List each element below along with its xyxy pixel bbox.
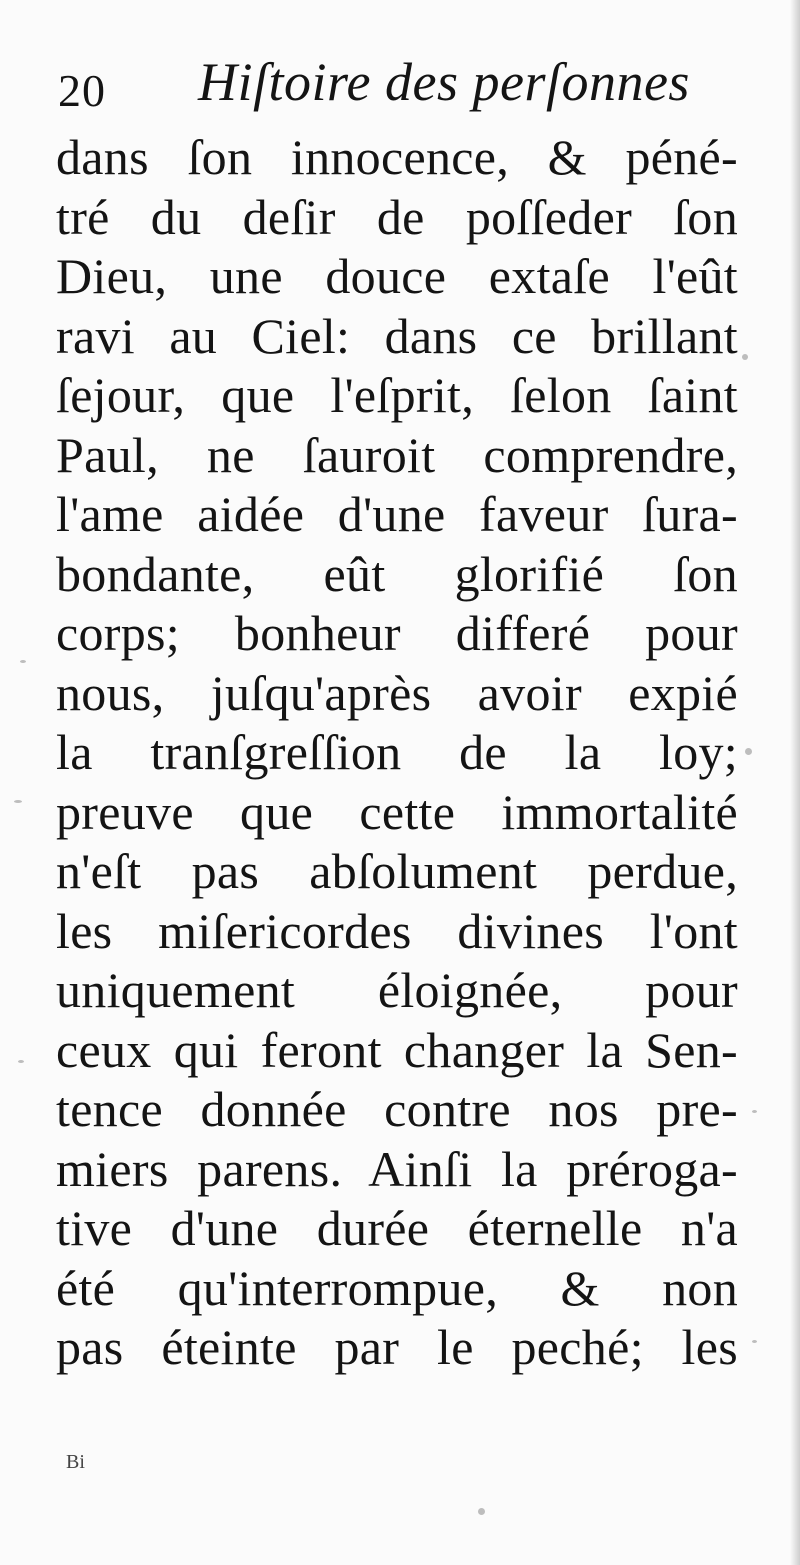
text-line: preuve que cette immortalité	[56, 783, 738, 840]
text-line: n'eſt pas abſolument perdue,	[56, 843, 738, 899]
text-line: nous, juſqu'après avoir expié	[56, 664, 738, 721]
text-line: bondante, eût glorifié ſon	[56, 545, 738, 602]
text-line: tive d'une durée éternelle n'a	[56, 1200, 738, 1256]
text-line: ſejour, que l'eſprit, ſelon ſaint	[56, 367, 738, 423]
ink-speck	[14, 800, 22, 803]
text-line: ravi au Ciel: dans ce brillant	[56, 307, 738, 364]
text-line: pas éteinte par le peché; les	[56, 1319, 738, 1375]
page-header	[58, 40, 778, 120]
ink-speck	[745, 748, 752, 755]
ink-speck	[20, 660, 26, 663]
text-line: Dieu, une douce extaſe l'eût	[56, 248, 738, 304]
text-line: corps; bonheur differé pour	[56, 605, 738, 661]
text-line: tré du deſir de poſſeder ſon	[56, 188, 738, 245]
text-line: Paul, ne ſauroit comprendre,	[56, 426, 738, 483]
text-line: uniquement éloignée, pour	[56, 962, 738, 1018]
signature-mark: Bi	[66, 1451, 85, 1473]
text-line: ceux qui feront changer la Sen-	[56, 1021, 738, 1078]
ink-speck	[478, 1508, 485, 1515]
text-line: tence donnée contre nos pre-	[56, 1081, 738, 1137]
body-text	[56, 128, 738, 1378]
ink-speck	[18, 1060, 24, 1063]
text-line: dans ſon innocence, & péné-	[56, 129, 738, 185]
page-number: 20	[58, 65, 106, 116]
running-title: Hiſtoire des perſonnes	[198, 52, 690, 112]
ink-speck	[752, 1340, 757, 1343]
ink-speck	[742, 354, 748, 360]
ink-speck	[752, 1110, 757, 1113]
text-line: la tranſgreſſion de la loy;	[56, 724, 738, 780]
text-line: l'ame aidée d'une faveur ſura-	[56, 486, 738, 542]
text-line: été qu'interrompue, & non	[56, 1259, 738, 1316]
text-line: miers parens. Ainſi la préroga-	[56, 1140, 738, 1197]
page-edge-shadow	[790, 0, 800, 1565]
text-line: les miſericordes divines l'ont	[56, 902, 738, 959]
